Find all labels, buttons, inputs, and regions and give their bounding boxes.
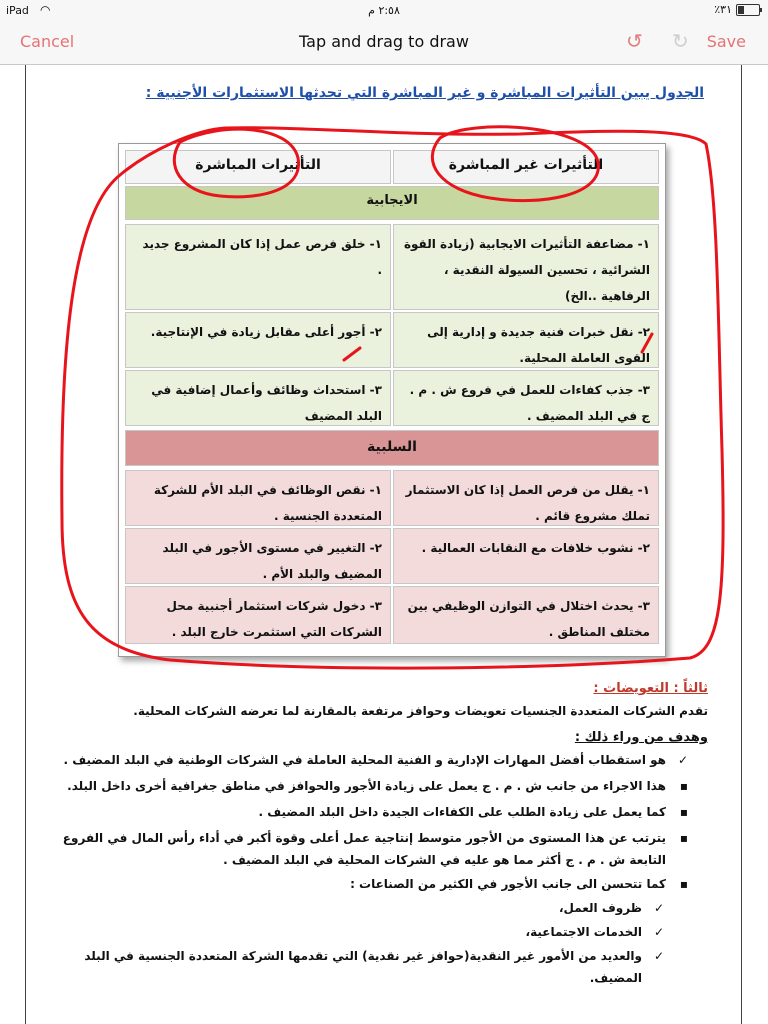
device-label: iPad [6,4,29,17]
battery-icon [736,4,760,16]
positive-band: الايجابية [125,186,659,220]
status-bar [0,0,768,20]
compensation-section [60,677,708,989]
sub-item: ✓ ظروف العمل، [558,901,664,915]
right-margin-line [741,65,742,1024]
negative-direct-1: ١- نقص الوظائف في البلد الأم للشركة المتعددة الجنسية . [125,470,391,526]
section-title: ثالثاً : التعويضات : [593,681,708,696]
undo-icon[interactable]: ↺ [626,29,643,53]
positive-direct-2: ٢- أجور أعلى مقابل زيادة في الإنتاجية. [125,312,391,368]
redo-icon[interactable]: ↻ [672,29,689,53]
negative-band: السلبية [125,430,659,466]
positive-indirect-3: ٣- جذب كفاءات للعمل في فروع ش . م . ج في البلد المضيف . [393,370,659,426]
goal-item: ▪ كما تتحسن الى جانب الأجور في الكثير من الصناعات : [350,877,688,891]
goal-item: ▪ هذا الاجراء من جانب ش . م . ج يعمل على زيادة الأجور والحوافز في مناطق جغرافية أخرى داخل البلد. [67,779,688,793]
battery-status [714,3,760,16]
positive-indirect-2: ٢- نقل خبرات فنية جديدة و إدارية إلى القوى العاملة المحلية. [393,312,659,368]
col-header-direct: التأثيرات المباشرة [125,150,391,184]
negative-direct-2: ٢- التغيير في مستوى الأجور في البلد المضيف والبلد الأم . [125,528,391,584]
positive-direct-1: ١- خلق فرص عمل إذا كان المشروع جديد . [125,224,391,310]
negative-direct-3: ٣- دخول شركات استثمار أجنبية محل الشركات التي استثمرت خارج البلد . [125,586,391,644]
goal-item: ▪ كما يعمل على زيادة الطلب على الكفاءات الجيدة داخل البلد المضيف . [258,805,688,819]
negative-indirect-2: ٢- نشوب خلافات مع النقابات العمالية . [393,528,659,584]
negative-indirect-3: ٣- يحدث اختلال في التوازن الوظيفي بين مختلف المناطق . [393,586,659,644]
markup-toolbar [0,20,768,65]
left-margin-line [25,65,26,1024]
sub-item: ✓ والعديد من الأمور غير النقدية(حوافز غير نقدية) التي تقدمها الشركة المتعددة الجنسية في البلد المضيف. [84,949,664,985]
save-button[interactable]: Save [706,32,746,51]
table-heading: الجدول يبين التأثيرات المباشرة و غير المباشرة التي تحدثها الاستثمارات الأجنبية : [145,85,704,101]
goal-item: ✓ هو استقطاب أفضل المهارات الإدارية و الفنية المحلية العاملة في الشركات الوطنية في البلد المضيف . [63,753,688,767]
toolbar-title: Tap and drag to draw [299,32,469,51]
clock: ٢:٥٨ م [368,4,400,17]
wifi-icon: ◠ [40,3,51,17]
battery-percent: ٪٣١ [714,3,732,16]
positive-indirect-1: ١- مضاعفة التأثيرات الايجابية (زيادة القوة الشرائية ، تحسين السيولة النقدية ، الرفاهية ..الخ) [393,224,659,310]
negative-indirect-1: ١- يقلل من فرص العمل إذا كان الاستثمار تملك مشروع قائم . [393,470,659,526]
document-page[interactable] [0,65,768,1024]
positive-direct-3: ٣- استحداث وظائف وأعمال إضافية في البلد المضيف [125,370,391,426]
col-header-indirect: التأثيرات غير المباشرة [393,150,659,184]
goal-title: وهدف من وراء ذلك : [574,730,708,745]
section-intro: تقدم الشركات المتعددة الجنسيات تعويضات وحوافز مرتفعة بالمقارنة لما تعرضه الشركات المحلية. [133,704,708,718]
effects-table [118,143,666,657]
cancel-button[interactable]: Cancel [20,32,75,51]
goal-item: ▪ يترتب عن هذا المستوى من الأجور متوسط إنتاجية عمل أعلى وقوة أكبر في أداء رأس المال في الفروع التابعة ش . م . ج أكثر مما هو عليه في الشركات المحلية في البلد المضيف . [62,831,688,867]
sub-item: ✓ الخدمات الاجتماعية، [525,925,664,939]
